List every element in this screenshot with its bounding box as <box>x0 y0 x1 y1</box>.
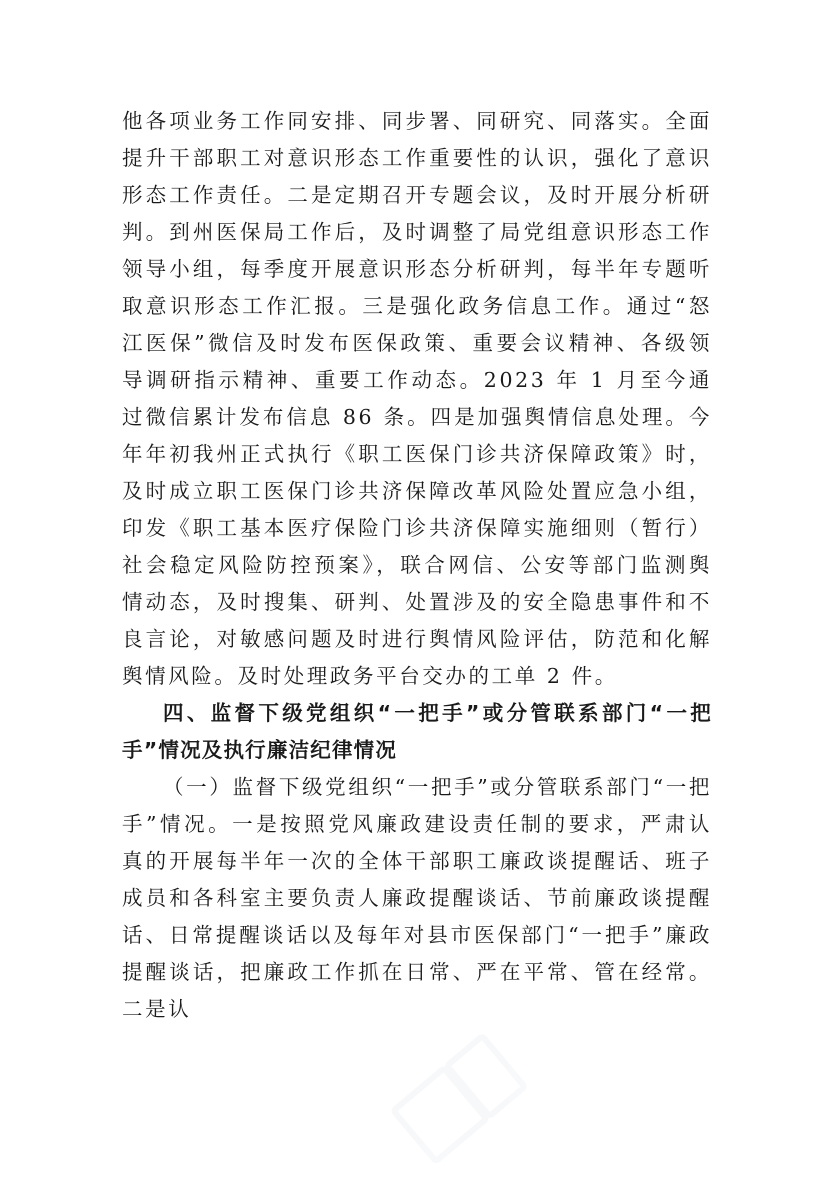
watermark-logo <box>367 1026 532 1184</box>
watermark-shape <box>443 1032 529 1121</box>
watermark-shape <box>389 1064 490 1165</box>
section-heading: 四、监督下级党组织“一把手”或分管联系部门“一把手”情况及执行廉洁纪律情况 <box>122 701 712 762</box>
document-body <box>122 103 712 1028</box>
paragraph-body: （一）监督下级党组织“一把手”或分管联系部门“一把手”情况。一是按照党风廉政建设责任制的要求，严肃认真的开展每半年一次的全体干部职工廉政谈提醒话、班子成员和各科室主要负责人廉政提醒谈话、节前廉政谈提醒话、日常提醒谈话以及每年对县市医保部门“一把手”廉政提醒谈话，把廉政工作抓在日常、严在平常、管在经常。二是认 <box>122 775 712 1021</box>
paragraph-continuation: 他各项业务工作同安排、同步署、同研究、同落实。全面提升干部职工对意识形态工作重要性的认识，强化了意识形态工作责任。二是定期召开专题会议，及时开展分析研判。到州医保局工作后，及时调整了局党组意识形态工作领导小组，每季度开展意识形态分析研判，每半年专题听取意识形态工作汇报。三是强化政务信息工作。通过“怒江医保”微信及时发布医保政策、重要会议精神、各级领导调研指示精神、重要工作动态。2023 年 1 月至今通过微信累计发布信息 86 条。四是加强舆情信息处理。今年年初我州正式执行《职工医保门诊共济保障政策》时，及时成立职工医保门诊共济保障改革风险处置应急小组，印发《职工基本医疗保险门诊共济保障实施细则（暂行）社会稳定风险防控预案》，联合网信、公安等部门监测舆情动态，及时搜集、研判、处置涉及的安全隐患事件和不良言论，对敏感问题及时进行舆情风险评估，防范和化解舆情风险。及时处理政务平台交办的工单 2 件。 <box>122 109 712 688</box>
